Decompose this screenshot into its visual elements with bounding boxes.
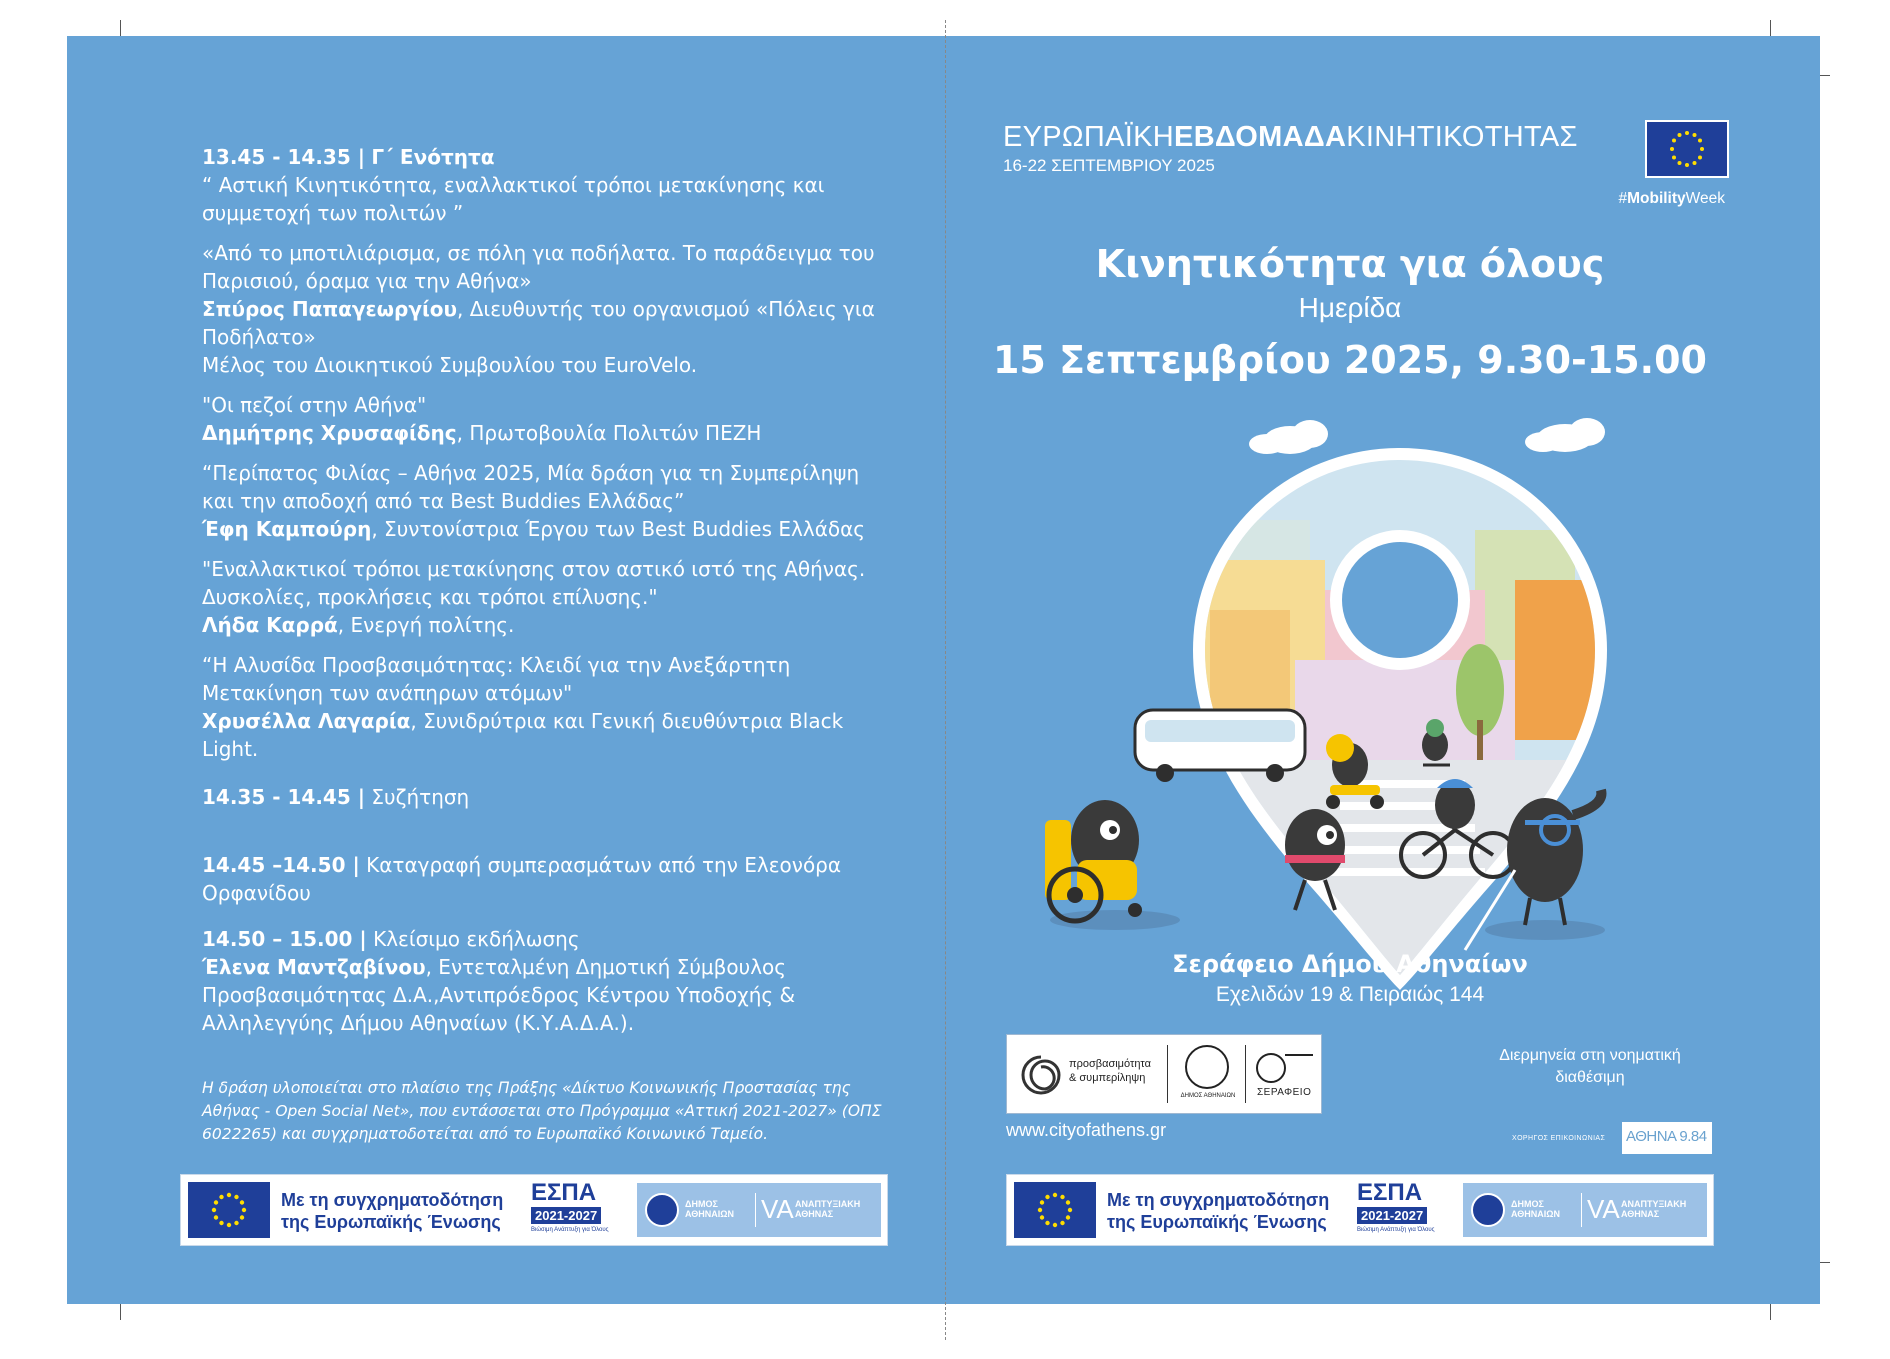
speaker-role: , Ενεργή πολίτης.: [337, 613, 515, 637]
session-topic: “ Αστική Κινητικότητα, εναλλακτικοί τρόποι μετακίνησης και συμμετοχή των πολιτών ”: [202, 173, 825, 225]
accessibility-swirl-icon: [1019, 1053, 1063, 1097]
talk-title: «Από το μποτιλιάρισμα, σε πόλη για ποδήλατα. Το παράδειγμα του Παρισιού, όραμα για την Αθήνα»: [202, 241, 875, 293]
sign-language-note: Διερμηνεία στη νοηματική διαθέσιμη: [1499, 1047, 1681, 1086]
hashtag: #MobilityWeek: [1618, 190, 1725, 207]
sponsor-logo: ΑΘΗΝΑ 9.84: [1622, 1122, 1712, 1154]
session-heading: 13.45 - 14.35 | Γ΄ Ενότητα “ Αστική Κινητικότητα, εναλλακτικοί τρόποι μετακίνησης και συμμετοχή των πολιτών ”: [202, 145, 825, 225]
mobility-week-dates: 16-22 ΣΕΠΤΕΜΒΡΙΟΥ 2025: [1003, 156, 1215, 175]
funding-banner: [1006, 1174, 1714, 1246]
speaker-name: Έλενα Μαντζαβίνου: [202, 955, 426, 979]
cofunding-text: Με τη συγχρηματοδότηση της Ευρωπαϊκής Ένωσης: [1107, 1190, 1330, 1232]
athens-emblem-icon: [1185, 1045, 1229, 1089]
wheelchair-user-icon: [1045, 800, 1180, 930]
closing-item: 14.50 – 15.00 | Κλείσιμο εκδήλωσης Έλενα Μαντζαβίνου, Εντεταλμένη Δημοτική Σύμβουλος Προσβασιμότητας Δ.Α.,Αντιπρόεδρος Κέντρου Υποδοχής & Αλληλεγγύης Δήμου Αθηναίων (Κ.Υ.Α.Δ.Α.).: [202, 927, 796, 1035]
speaker-extra: Μέλος του Διοικητικού Συμβουλίου του EuroVelo.: [202, 353, 698, 377]
funding-note: Η δράση υλοποιείται στο πλαίσιο της Πράξης «Δίκτυο Κοινωνικής Προστασίας της Αθήνας - Open Social Net», που εντάσσεται στο Πρόγραμμα «Αττική 2021-2027» (ΟΠΣ 6022265) και συγχρηματοδοτείται από το Ευρωπαϊκό Κοινωνικό Ταμείο.: [202, 1079, 882, 1143]
talk-item: [202, 239, 882, 379]
speaker-role: , Πρωτοβουλία Πολιτών ΠΕΖΗ: [456, 421, 762, 445]
speaker-name: Δημήτρης Χρυσαφίδης: [202, 421, 457, 445]
fold-line: [945, 20, 946, 1340]
espa-logo: ΕΣΠΑ 2021-2027 Βιώσιμη Ανάπτυξη για Όλους: [531, 1179, 609, 1233]
athens-seal-icon: [645, 1193, 679, 1227]
website-link[interactable]: www.cityofathens.gr: [1006, 1120, 1167, 1140]
athens-seal-icon: [1471, 1193, 1505, 1227]
speaker-role: , Συντονίστρια Έργου των Best Buddies Ελλάδας: [371, 517, 866, 541]
speaker-role: , Συνιδρύτρια και Γενική διευθύντρια Black Light.: [202, 709, 844, 761]
municipality-logo-strip: ΔΗΜΟΣ ΑΘΗΝΑΙΩΝ VA ΑΝΑΠΤΥΞΙΑΚΗ ΑΘΗΝΑΣ: [637, 1183, 881, 1237]
talk-title: "Εναλλακτικοί τρόποι μετακίνησης στον αστικό ιστό της Αθήνας. Δυσκολίες, προκλήσεις και τρόποι επίλυσης.": [202, 557, 866, 609]
mobility-illustration: [1005, 410, 1685, 1010]
speaker-name: Σπύρος Παπαγεωργίου: [202, 297, 458, 321]
eu-flag-icon: [1014, 1182, 1096, 1238]
speaker-role: , Εντεταλμένη Δημοτική Σύμβουλος Προσβασιμότητας Δ.Α.,Αντιπρόεδρος Κέντρου Υποδοχής & Αλληλεγγύης Δήμου Αθηναίων (Κ.Υ.Α.Δ.Α.).: [202, 955, 796, 1035]
cloud-icon: [1249, 418, 1605, 454]
talk-item: [202, 459, 882, 543]
talk-title: “Η Αλυσίδα Προσβασιμότητας: Κλειδί για την Ανεξάρτητη Μετακίνηση των ανάπηρων ατόμων": [202, 653, 791, 705]
event-title: Κινητικότητα για όλους: [1095, 242, 1605, 286]
mobility-week-title: ΕΥΡΩΠΑΪΚΗΕΒΔΟΜΑΔΑΚΙΝΗΤΙΚΟΤΗΤΑΣ: [1003, 121, 1578, 153]
discussion-item: 14.35 - 14.45 | Συζήτηση: [202, 785, 470, 809]
venue-name: Σεράφειο Δήμου Αθηναίων: [1172, 950, 1528, 978]
speaker-name: Έφη Καμπούρη: [202, 517, 372, 541]
program-panel: [202, 143, 882, 1158]
event-subtitle: Ημερίδα: [1298, 292, 1402, 323]
eu-flag-icon: [1645, 120, 1729, 178]
talk-item: [202, 391, 882, 447]
talk-item: [202, 555, 882, 639]
speaker-role: , Διευθυντής του οργανισμού «Πόλεις για Ποδήλατο»: [202, 297, 875, 349]
va-logo-icon: VA: [761, 1194, 794, 1224]
speaker-name: Λήδα Καρρά: [202, 613, 338, 637]
funding-banner: [180, 1174, 888, 1246]
sponsor-label: ΧΟΡΗΓΟΣ ΕΠΙΚΟΙΝΩΝΙΑΣ: [1512, 1135, 1606, 1142]
serafeio-logo-icon: [1255, 1051, 1315, 1085]
talk-title: “Περίπατος Φιλίας – Αθήνα 2025, Μία δράση για τη Συμπερίληψη και την αποδοχή από τα Best Buddies Ελλάδας”: [202, 461, 860, 513]
talk-item: [202, 651, 882, 763]
conclusions-item: 14.45 –14.50 | Καταγραφή συμπερασμάτων από την Ελεονόρα Ορφανίδου: [202, 853, 842, 905]
venue-address: Εχελιδών 19 & Πειραιώς 144: [1215, 983, 1485, 1006]
municipality-logo-strip: ΔΗΜΟΣ ΑΘΗΝΑΙΩΝ VA ΑΝΑΠΤΥΞΙΑΚΗ ΑΘΗΝΑΣ: [1463, 1183, 1707, 1237]
cofunding-text: Με τη συγχρηματοδότηση της Ευρωπαϊκής Ένωσης: [281, 1190, 504, 1232]
va-logo-icon: VA: [1587, 1194, 1620, 1224]
talk-title: "Οι πεζοί στην Αθήνα": [202, 393, 427, 417]
espa-logo: ΕΣΠΑ 2021-2027 Βιώσιμη Ανάπτυξη για Όλους: [1357, 1179, 1435, 1233]
eu-flag-icon: [188, 1182, 270, 1238]
partner-logos: προσβασιμότητα & συμπερίληψη ΔΗΜΟΣ ΑΘΗΝΑΙΩΝ ΣΕΡΑΦΕΙΟ: [1006, 1034, 1322, 1114]
speaker-name: Χρυσέλλα Λαγαρία: [202, 709, 411, 733]
event-date: 15 Σεπτεμβρίου 2025, 9.30-15.00: [992, 338, 1707, 382]
bus-icon: [1135, 710, 1305, 782]
